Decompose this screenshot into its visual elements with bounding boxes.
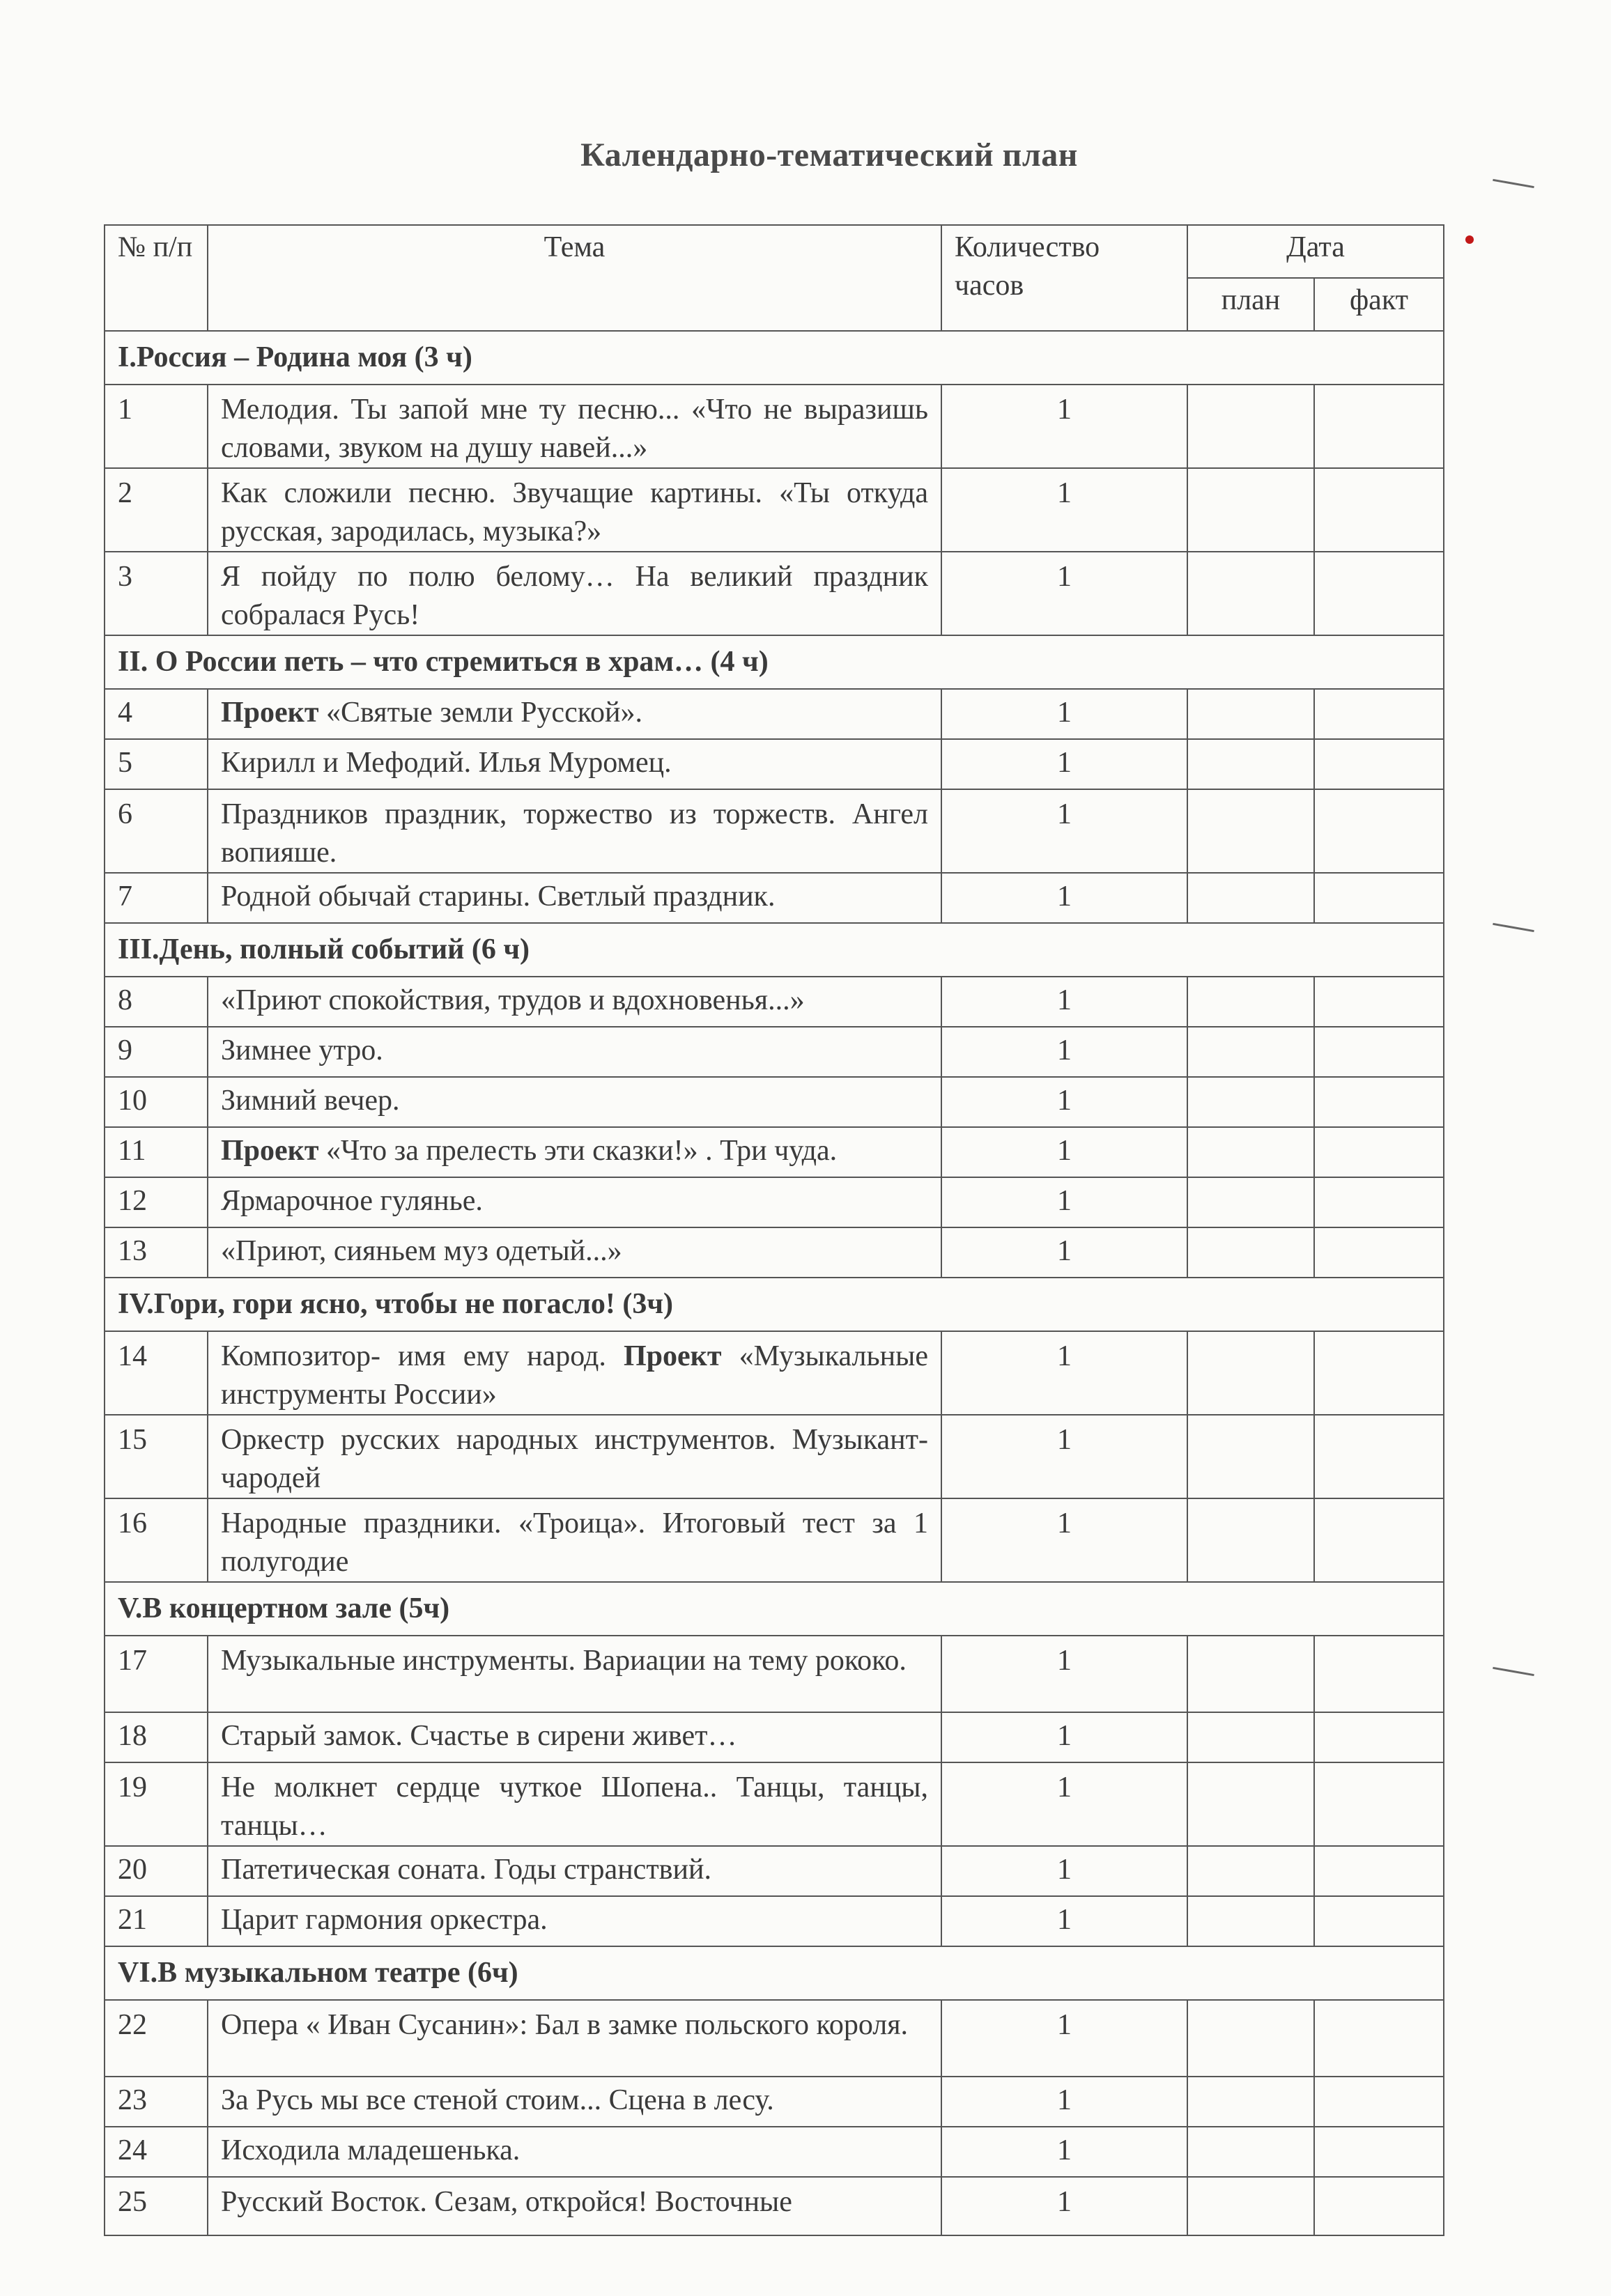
row-date-fact [1314,1712,1444,1762]
row-date-fact [1314,1762,1444,1846]
row-hours: 1 [941,1127,1187,1177]
row-topic [208,2177,941,2235]
row-date-plan [1187,789,1314,873]
row-date-fact [1314,1846,1444,1896]
row-number: 19 [105,1762,208,1846]
table-row [105,1712,1444,1762]
section-row [105,331,1444,385]
row-hours: 1 [941,552,1187,635]
header-topic: Тема [208,225,941,331]
topic-text: Кирилл и Мефодий. Илья Муромец. [221,747,672,779]
row-topic [208,1415,941,1498]
row-date-fact [1314,1415,1444,1498]
row-hours: 1 [941,2127,1187,2177]
section-title: IV.Гори, гори ясно, чтобы не погасло! (3ч) [105,1278,1444,1331]
table-row [105,1177,1444,1227]
topic-prefix: Композитор- имя ему народ. [221,1340,624,1372]
row-date-plan [1187,2000,1314,2077]
row-hours: 1 [941,2077,1187,2127]
section-title: III.День, полный событий (6 ч) [105,923,1444,977]
topic-text: За Русь мы все стеной стоим... Сцена в лесу. [221,2084,774,2116]
row-number: 4 [105,689,208,739]
row-number: 18 [105,1712,208,1762]
table-row [105,1027,1444,1077]
row-date-plan [1187,1331,1314,1415]
topic-text: Родной обычай старины. Светлый праздник. [221,881,776,913]
row-topic [208,1498,941,1582]
row-hours: 1 [941,1762,1187,1846]
row-hours: 1 [941,977,1187,1027]
section-row [105,1582,1444,1636]
section-row [105,1946,1444,2000]
row-date-plan [1187,1027,1314,1077]
table-row [105,2127,1444,2177]
row-hours: 1 [941,1896,1187,1946]
row-hours: 1 [941,689,1187,739]
row-date-fact [1314,2127,1444,2177]
row-date-fact [1314,468,1444,552]
topic-text: Мелодия. Ты запой мне ту песню... «Что не выразишь словами, звуком на душу навей...» [221,394,928,464]
plan-table [104,224,1444,2236]
row-hours: 1 [941,385,1187,468]
section-title: II. О России петь – что стремиться в храм… (4 ч) [105,635,1444,689]
table-row [105,689,1444,739]
header-plan: план [1187,278,1314,331]
row-date-plan [1187,739,1314,789]
section-row [105,635,1444,689]
table-row [105,552,1444,635]
row-number: 12 [105,1177,208,1227]
row-date-plan [1187,552,1314,635]
header-row [105,225,1444,278]
row-date-plan [1187,385,1314,468]
row-date-plan [1187,2177,1314,2235]
row-date-fact [1314,1636,1444,1712]
row-date-plan [1187,977,1314,1027]
row-date-plan [1187,1498,1314,1582]
row-number: 22 [105,2000,208,2077]
row-topic [208,689,941,739]
row-date-fact [1314,2000,1444,2077]
row-topic [208,873,941,923]
row-number: 1 [105,385,208,468]
table-row [105,2177,1444,2235]
table-row [105,873,1444,923]
row-date-plan [1187,873,1314,923]
row-hours: 1 [941,873,1187,923]
row-topic [208,1846,941,1896]
row-number: 24 [105,2127,208,2177]
topic-text: Я пойду по полю белому… На великий праздник собралася Русь! [221,561,928,631]
topic-text: Музыкальные инструменты. Вариации на тему рококо. [221,1645,907,1677]
row-date-fact [1314,873,1444,923]
row-topic [208,385,941,468]
topic-text: Народные праздники. «Троица». Итоговый тест за 1 полугодие [221,1507,928,1578]
row-date-fact [1314,1127,1444,1177]
row-topic [208,2000,941,2077]
table-row [105,1415,1444,1498]
row-date-plan [1187,468,1314,552]
topic-text: «Святые земли Русской». [318,697,642,729]
row-number: 6 [105,789,208,873]
row-date-plan [1187,1712,1314,1762]
row-hours: 1 [941,1177,1187,1227]
row-date-fact [1314,1498,1444,1582]
row-hours: 1 [941,1415,1187,1498]
row-topic [208,2127,941,2177]
table-row [105,1846,1444,1896]
row-topic [208,2077,941,2127]
row-hours: 1 [941,2177,1187,2235]
table-row [105,739,1444,789]
topic-text: «Приют спокойствия, трудов и вдохновенья...» [221,984,805,1016]
row-number: 3 [105,552,208,635]
row-date-fact [1314,1177,1444,1227]
row-topic [208,1762,941,1846]
row-number: 21 [105,1896,208,1946]
row-date-fact [1314,1896,1444,1946]
row-topic [208,552,941,635]
row-number: 8 [105,977,208,1027]
header-date: Дата [1187,225,1444,278]
row-number: 11 [105,1127,208,1177]
topic-text: Не молкнет сердце чуткое Шопена.. Танцы, танцы, танцы… [221,1771,928,1842]
row-number: 16 [105,1498,208,1582]
topic-text: «Музыкальные инструменты России» [221,1340,929,1411]
row-hours: 1 [941,739,1187,789]
table-row [105,468,1444,552]
topic-text: «Приют, сияньем муз одетый...» [221,1235,622,1267]
row-topic [208,1027,941,1077]
section-title: V.В концертном зале (5ч) [105,1582,1444,1636]
table-row [105,789,1444,873]
topic-text: Зимнее утро. [221,1034,383,1066]
topic-text: «Что за прелесть эти сказки!» . Три чуда. [318,1135,838,1167]
ink-dot [1465,235,1474,244]
row-topic [208,468,941,552]
topic-text: Ярмарочное гулянье. [221,1185,483,1217]
row-hours: 1 [941,789,1187,873]
row-topic [208,1896,941,1946]
section-title: VI.В музыкальном театре (6ч) [105,1946,1444,2000]
row-topic [208,1127,941,1177]
row-number: 17 [105,1636,208,1712]
table-row [105,977,1444,1027]
row-topic [208,1636,941,1712]
row-number: 14 [105,1331,208,1415]
row-number: 9 [105,1027,208,1077]
row-topic [208,1077,941,1127]
section-title: I.Россия – Родина моя (3 ч) [105,331,1444,385]
row-hours: 1 [941,1712,1187,1762]
row-topic [208,739,941,789]
topic-project-label: Проект [624,1340,722,1372]
row-date-plan [1187,1127,1314,1177]
row-topic [208,1712,941,1762]
header-fact: факт [1314,278,1444,331]
header-hours: Количество часов [941,225,1187,331]
row-date-fact [1314,385,1444,468]
table-row [105,1331,1444,1415]
section-row [105,923,1444,977]
table-row [105,1077,1444,1127]
page-title: Календарно-тематический план [580,137,1078,173]
row-hours: 1 [941,1331,1187,1415]
row-number: 13 [105,1227,208,1278]
section-row [105,1278,1444,1331]
table-row [105,2000,1444,2077]
row-date-fact [1314,1227,1444,1278]
scan-mark [1493,1667,1534,1676]
row-date-plan [1187,1762,1314,1846]
row-number: 2 [105,468,208,552]
row-date-fact [1314,1077,1444,1127]
row-date-fact [1314,1331,1444,1415]
row-date-fact [1314,977,1444,1027]
row-hours: 1 [941,1498,1187,1582]
row-number: 15 [105,1415,208,1498]
row-date-plan [1187,1177,1314,1227]
row-number: 23 [105,2077,208,2127]
row-hours: 1 [941,1846,1187,1896]
row-date-plan [1187,1896,1314,1946]
topic-text: Опера « Иван Сусанин»: Бал в замке польского короля. [221,2009,909,2041]
table-row [105,1896,1444,1946]
row-date-fact [1314,2077,1444,2127]
table-row [105,1227,1444,1278]
row-date-plan [1187,1227,1314,1278]
scan-mark [1493,923,1534,932]
row-date-plan [1187,1846,1314,1896]
row-hours: 1 [941,2000,1187,2077]
row-date-fact [1314,689,1444,739]
row-hours: 1 [941,1227,1187,1278]
topic-text: Старый замок. Счастье в сирени живет… [221,1720,737,1752]
table-row [105,1498,1444,1582]
topic-project-label: Проект [221,1135,319,1167]
row-hours: 1 [941,1636,1187,1712]
row-date-plan [1187,2127,1314,2177]
row-number: 10 [105,1077,208,1127]
row-number: 25 [105,2177,208,2235]
row-topic [208,1331,941,1415]
topic-text: Царит гармония оркестра. [221,1904,548,1936]
table-row [105,1127,1444,1177]
row-date-fact [1314,789,1444,873]
row-topic [208,1177,941,1227]
topic-text: Зимний вечер. [221,1085,400,1117]
row-topic [208,1227,941,1278]
topic-project-label: Проект [221,697,319,729]
row-date-plan [1187,1415,1314,1498]
row-date-fact [1314,739,1444,789]
header-num: № п/п [105,225,208,331]
row-number: 20 [105,1846,208,1896]
row-date-plan [1187,1636,1314,1712]
row-number: 7 [105,873,208,923]
row-number: 5 [105,739,208,789]
scan-mark [1493,179,1534,188]
row-hours: 1 [941,468,1187,552]
topic-text: Оркестр русских народных инструментов. Музыкант- чародей [221,1424,928,1494]
row-topic [208,789,941,873]
topic-text: Русский Восток. Сезам, откройся! Восточные [221,2186,792,2218]
table-row [105,2077,1444,2127]
row-topic [208,977,941,1027]
table-row [105,1636,1444,1712]
row-date-plan [1187,1077,1314,1127]
row-hours: 1 [941,1027,1187,1077]
topic-text: Патетическая соната. Годы странствий. [221,1854,711,1886]
table-row [105,1762,1444,1846]
row-date-plan [1187,689,1314,739]
row-date-fact [1314,1027,1444,1077]
row-hours: 1 [941,1077,1187,1127]
topic-text: Как сложили песню. Звучащие картины. «Ты откуда русская, зародилась, музыка?» [221,477,928,548]
table-row [105,385,1444,468]
topic-text: Исходила младешенька. [221,2134,521,2166]
topic-text: Праздников праздник, торжество из торжеств. Ангел вопияше. [221,798,928,869]
row-date-fact [1314,2177,1444,2235]
row-date-plan [1187,2077,1314,2127]
row-date-fact [1314,552,1444,635]
